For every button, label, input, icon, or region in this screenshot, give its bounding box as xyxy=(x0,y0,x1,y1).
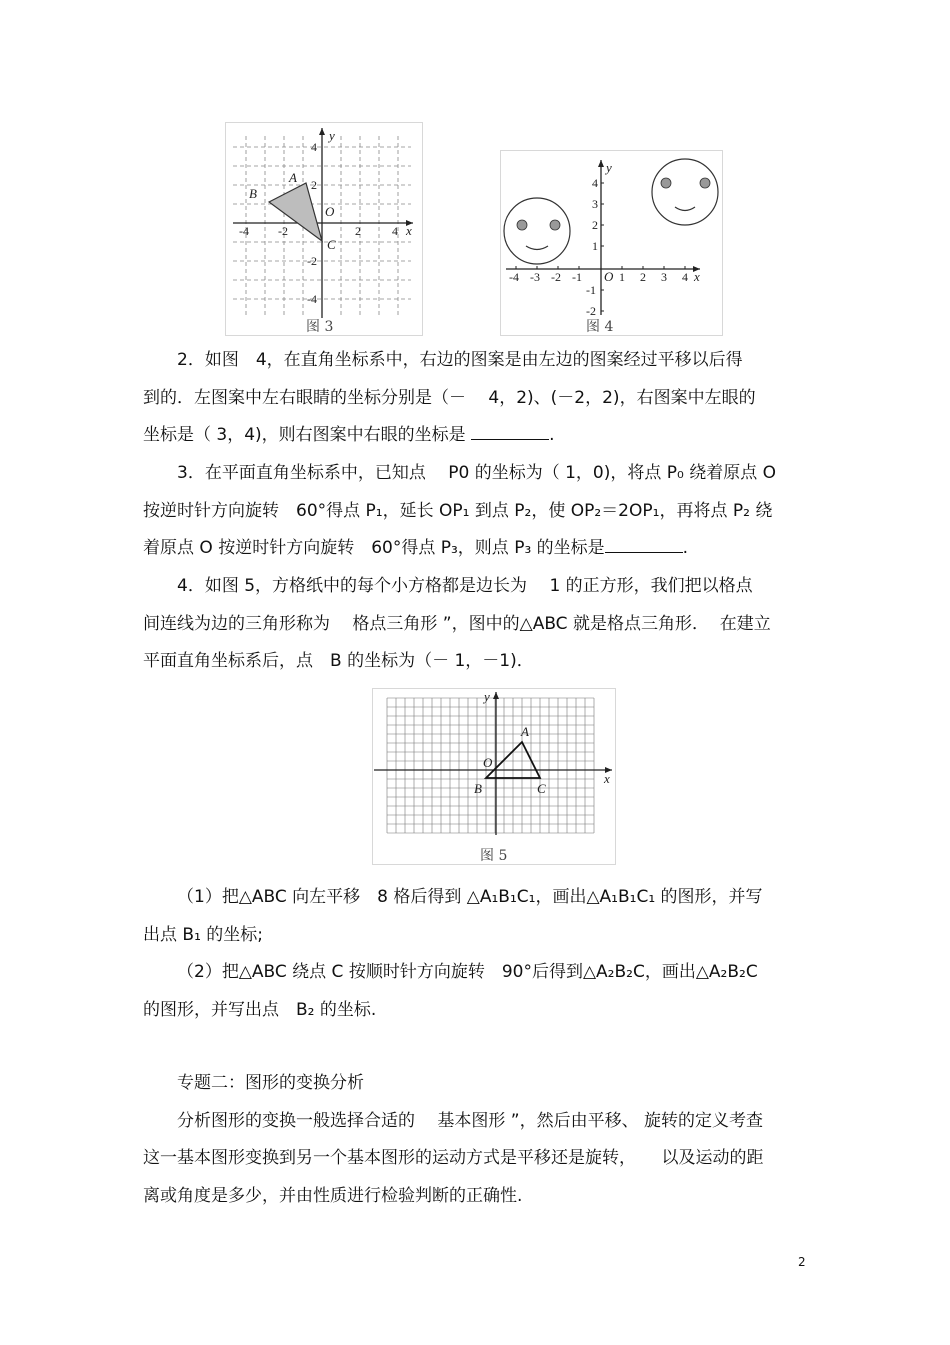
y-axis-label: y xyxy=(329,128,335,143)
question-3-line: 着原点 O 按逆时针方向旋转 60°得点 P₃，则点 P₃ 的坐标是 xyxy=(143,538,605,558)
topic-2-line: 离或角度是多少，并由性质进行检验判断的正确性. xyxy=(143,1185,523,1206)
x-tick: -1 xyxy=(572,270,582,284)
question-3-line: 3．在平面直角坐标系中，已知点 P0 的坐标为（ 1，0)，将点 P₀ 绕着原点 O xyxy=(177,463,777,483)
question-3-line: 按逆时针方向旋转 60°得点 P₁，延长 OP₁ 到点 P₂，使 OP₂＝2OP₁，再将点 P₂ 绕 xyxy=(143,500,773,521)
x-axis-label: x xyxy=(694,269,700,284)
answer-blank[interactable] xyxy=(605,538,683,553)
origin-label: O xyxy=(483,755,493,770)
part-2-line: 的图形，并写出点 B₂ 的坐标. xyxy=(143,999,377,1020)
x-tick: -2 xyxy=(551,270,561,284)
y-tick: -2 xyxy=(586,304,596,318)
x-axis-label: x xyxy=(604,771,610,786)
left-eye-icon xyxy=(661,178,671,188)
question-4-part-1 xyxy=(143,879,813,954)
question-3: 3．在平面直角坐标系中，已知点 P0 的坐标为（ 1，0)，将点 P₀ 绕着原点 O 按逆时针方向旋转 60°得点 P₁，延长 OP₁ 到点 P₂，使 OP₂＝2OP₁，再将点 P₂ 绕 着原点 O 按逆时针方向旋转 60°得点 P₃，则点 P₃ 的坐标是 . xyxy=(143,463,777,558)
topic-2-title: 专题二：图形的变换分析 xyxy=(177,1073,364,1093)
y-tick: -1 xyxy=(586,283,596,297)
figure-3-caption: 图 3 xyxy=(306,319,334,335)
y-tick: 4 xyxy=(311,140,317,154)
figure-4-caption: 图 4 xyxy=(586,319,614,335)
figure-4 xyxy=(500,150,723,336)
point-c-label: C xyxy=(537,781,546,796)
point-b-label: B xyxy=(474,781,482,796)
x-tick: 2 xyxy=(355,224,361,238)
answer-blank[interactable] xyxy=(471,425,549,440)
y-tick: 2 xyxy=(311,178,317,192)
origin-label: O xyxy=(325,204,335,219)
figure-5-caption: 图 5 xyxy=(480,848,508,864)
part-1-line: （1）把△ABC 向左平移 8 格后得到 △A₁B₁C₁，画出△A₁B₁C₁ 的图形，并写 xyxy=(177,887,763,907)
question-2: 2．如图 4，在直角坐标系中，右边的图案是由左边的图案经过平移以后得 到的．左图案中左右眼睛的坐标分别是（－ 4，2)、(－2，2)，右图案中左眼的 坐标是（ 3，4)，则右图案中右眼的坐标是 . xyxy=(143,350,756,445)
x-tick: 4 xyxy=(682,270,688,284)
question-4-line: 平面直角坐标系后，点 B 的坐标为（－ 1，－1)． xyxy=(143,651,534,671)
question-4 xyxy=(143,568,813,681)
x-tick: -4 xyxy=(239,224,249,238)
y-tick: 2 xyxy=(592,218,598,232)
topic-2-line: 这一基本图形变换到另一个基本图形的运动方式是平移还是旋转， 以及运动的距 xyxy=(143,1148,764,1168)
page-number: 2 xyxy=(798,1255,806,1269)
y-tick: 1 xyxy=(592,239,598,253)
point-a-label: A xyxy=(521,724,529,739)
figure-5 xyxy=(372,688,616,865)
part-2-line: （2）把△ABC 绕点 C 按顺时针方向旋转 90°后得到△A₂B₂C，画出△A₂B₂C xyxy=(177,962,758,982)
question-4-line: 间连线为边的三角形称为 格点三角形 ”，图中的△ABC 就是格点三角形． 在建立 xyxy=(143,613,771,634)
y-tick: -4 xyxy=(307,292,317,306)
y-tick: 4 xyxy=(592,176,598,190)
x-tick: 3 xyxy=(661,270,667,284)
question-2-line: 2．如图 4，在直角坐标系中，右边的图案是由左边的图案经过平移以后得 xyxy=(177,350,743,370)
origin-label: O xyxy=(604,269,614,284)
right-eye-icon xyxy=(700,178,710,188)
part-1-line: 出点 B₁ 的坐标; xyxy=(143,924,264,945)
topic-2-line: 分析图形的变换一般选择合适的 基本图形 ”，然后由平移、 旋转的定义考查 xyxy=(177,1110,764,1131)
question-2-line: 坐标是（ 3，4)，则右图案中右眼的坐标是 xyxy=(143,425,466,445)
y-tick: 3 xyxy=(592,197,598,211)
x-tick: 1 xyxy=(619,270,625,284)
question-4-part-2 xyxy=(143,954,813,1029)
question-2-line: 到的．左图案中左右眼睛的坐标分别是（－ 4，2)、(－2，2)，右图案中左眼的 xyxy=(143,387,756,408)
x-tick: -4 xyxy=(509,270,519,284)
x-tick: -2 xyxy=(278,224,288,238)
x-tick: 4 xyxy=(392,224,398,238)
point-c-label: C xyxy=(327,237,336,252)
question-4-line: 4．如图 5，方格纸中的每个小方格都是边长为 1 的正方形，我们把以格点 xyxy=(177,576,753,596)
figure-3 xyxy=(225,122,423,336)
point-b-label: B xyxy=(249,186,257,201)
y-tick: -2 xyxy=(307,254,317,268)
y-axis-label: y xyxy=(606,160,612,175)
left-eye-icon xyxy=(517,220,527,230)
point-a-label: A xyxy=(289,170,297,185)
x-tick: -3 xyxy=(530,270,540,284)
y-axis-label: y xyxy=(484,689,490,704)
x-tick: 2 xyxy=(640,270,646,284)
right-eye-icon xyxy=(550,220,560,230)
topic-2 xyxy=(143,1065,813,1215)
x-axis-label: x xyxy=(406,223,412,238)
